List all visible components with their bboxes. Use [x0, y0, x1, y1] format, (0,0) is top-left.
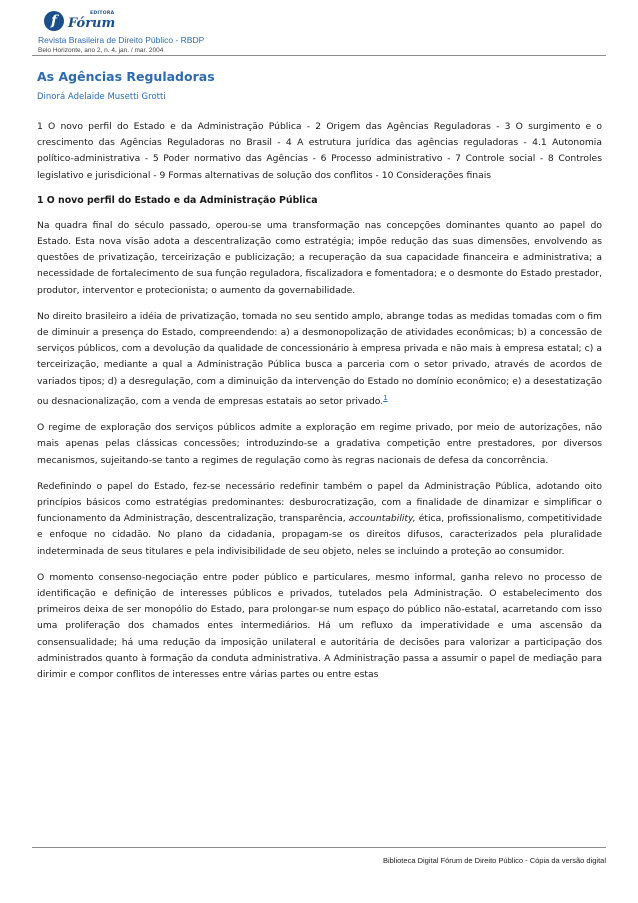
article-summary: 1 O novo perfil do Estado e da Administração Pública - 2 Origem das Agências Reguladoras - 3 O surgimento e o crescimento das Agências Reguladoras no Brasil - 4 A estrutura jurídica das agências reguladoras - 4.1 Autonomia político-administrativa - 5 Poder normativo das Agências - 6 Processo administrativo - 7 Controle social - 8 Controles legislativo e jurisdicional - 9 Formas alternativas de solução dos conflitos - 10 Considerações finais: [37, 121, 602, 181]
publisher-logo: [38, 10, 598, 32]
paragraph-1: Na quadra final do século passado, operou-se uma transformação nas concepções dominantes quanto ao papel do Estado. Esta nova visão adota a descentralização como estratégia; impõe redução das suas dimensões, envolvendo as questões de privatização, terceirização e publicização; a recuperação da sua capacidade financeira e administrativa; a necessidade de fortalecimento de sua função reguladora, fiscalizadora e fomentadora; e o desmonte do Estado prestador, produtor, interventor e protecionista; o aumento da governabilidade.: [37, 219, 602, 296]
article-body: [37, 68, 602, 693]
paragraph-4-emphasis: accountability,: [348, 513, 416, 525]
article-author: Dinorá Adelaide Musetti Grotti: [37, 92, 166, 102]
footnote-link[interactable]: 1: [383, 393, 388, 402]
forum-logo-icon: f: [44, 11, 64, 31]
paragraph-2: [37, 309, 602, 410]
journal-name: Revista Brasileira de Direito Público - RBDP: [38, 35, 205, 45]
paragraph-2-text: No direito brasileiro a idéia de privatização, tomada no seu sentido amplo, abrange todas as medidas tomadas com o fim de diminuir a presença do Estado, compreendendo: a) a desmonopolização de atividades econômicas; b) a concessão de serviços públicos, com a devolução da qualidade de concessionário à empresa privada e não mais à empresa estatal; c) a terceirização, mediante a qual a Administração Pública busca a parceria com o setor privado, através de acordos de variados tipos; d) a desregulação, com a diminuição da intervenção do Estado no domínio econômico; e) a desestatização ou desnacionalização, com a venda de empresas estatais ao setor privado.: [37, 310, 602, 407]
issue-info: Belo Horizonte, ano 2, n. 4, jan. / mar. 2004: [38, 47, 164, 54]
footer-divider: [32, 847, 606, 848]
footnote-ref[interactable]: [383, 393, 387, 402]
section-heading: 1 O novo perfil do Estado e da Administração Pública: [37, 194, 318, 206]
logo-forum: Fórum: [68, 16, 116, 31]
page-header: [38, 10, 598, 54]
paragraph-5: O momento consenso-negociação entre poder público e particulares, mesmo informal, ganha relevo no processo de identificação e definição de interesses públicos e privados, tutelados pela Administração. O estabelecimento dos primeiros deixa de ser monopólio do Estado, para prolongar-se num espaço do público não-estatal, acarretando com isso uma proliferação dos chamados entes intermediários. Há um refluxo da imperatividade e uma ascensão da consensualidade; há uma redução da imposição unilateral e autoritária de decisões para valorizar a participação dos administrados quanto à formação da conduta administrativa. A Administração passa a assumir o papel de mediação para dirimir e compor conflitos de interesses entre várias partes ou entre estas: [37, 571, 602, 680]
paragraph-3: O regime de exploração dos serviços públicos admite a exploração em regime privado, por meio de autorizações, não mais apenas pelas clássicas concessões; introduzindo-se a gradativa competição entre prestadores, por diversos mecanismos, sujeitando-se tanto a regimes de regulação como às regras nacionais de defesa da concorrência.: [37, 422, 602, 466]
paragraph-4: [37, 479, 602, 560]
article-title: As Agências Reguladoras: [37, 69, 215, 84]
page-footer: Biblioteca Digital Fórum de Direito Público - Cópia da versão digital: [382, 856, 606, 865]
paragraph-4-text-a: Redefinindo o papel do Estado, fez-se necessário redefinir também o papel da Administração Pública, adotando oito princípios básicos como estratégias predominantes: desburocratização, com a finalidade de dinamizar e simplificar o funcionamento da Administração, descentralização, transparência,: [37, 480, 602, 525]
paragraph-4-text-b: ética, profissionalismo, competitividade e enfoque no cidadão. No plano da cidadania, propagam-se os direitos difusos, caracterizados pela pluralidade indeterminada de seus titulares e pela indivisibilidade de seu objeto, neles se incluindo a proteção ao consumidor.: [37, 513, 603, 557]
header-divider: [32, 55, 606, 56]
logo-editora: EDITORA: [90, 11, 115, 16]
